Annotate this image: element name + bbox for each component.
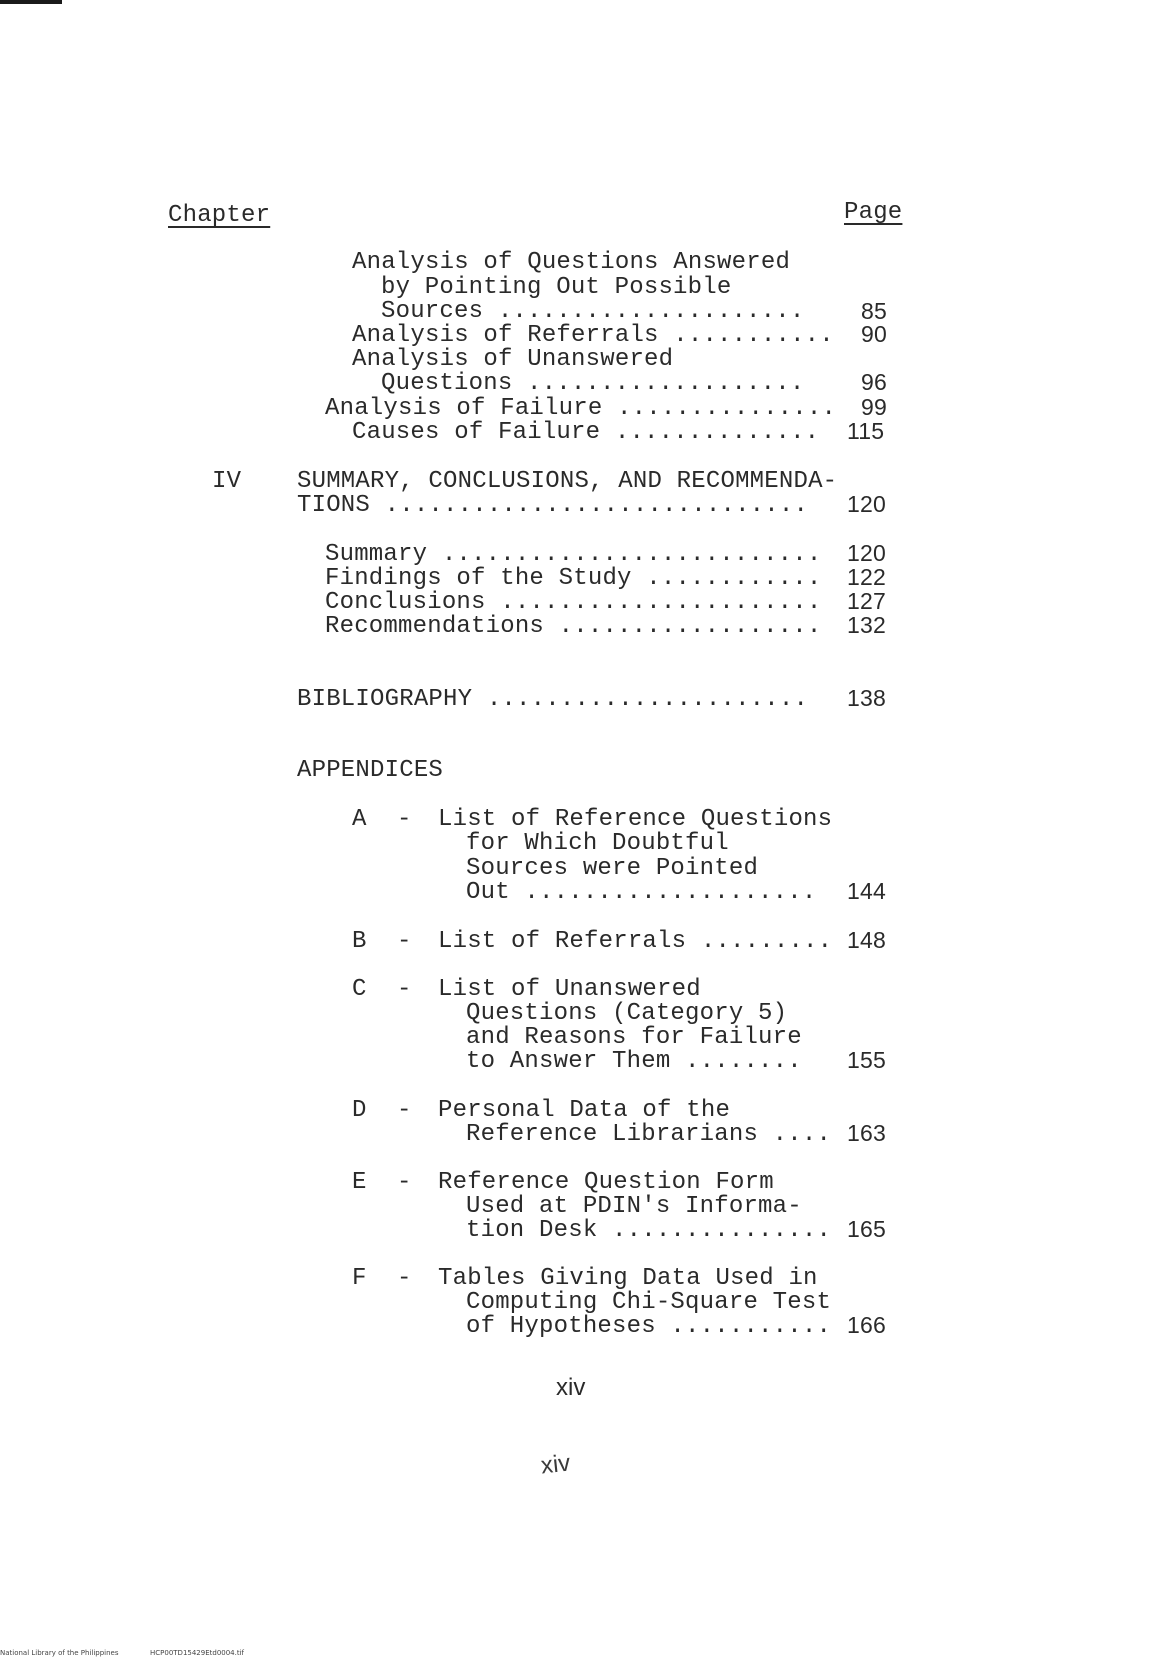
- appendix-dash: -: [397, 1097, 412, 1124]
- appendix-letter: E: [352, 1169, 367, 1196]
- toc-entry-text: List of Unanswered: [438, 976, 701, 1003]
- toc-page-number: 99: [861, 394, 887, 420]
- chapter-number: IV: [212, 468, 242, 495]
- appendix-letter: B: [352, 928, 367, 955]
- toc-page-number: 90: [861, 321, 887, 347]
- toc-entry-text: and Reasons for Failure: [466, 1024, 802, 1051]
- toc-entry-text: Tables Giving Data Used in: [438, 1265, 818, 1292]
- appendix-dash: -: [397, 1265, 412, 1292]
- toc-page-number: 120: [847, 491, 886, 517]
- appendix-dash: -: [397, 1169, 412, 1196]
- toc-page-number: 115: [847, 418, 885, 444]
- toc-page-number: 148: [847, 927, 886, 953]
- page-folio-handwritten: xiv: [539, 1449, 572, 1480]
- toc-entry-text: List of Referrals .........: [438, 928, 833, 955]
- toc-page-number: 165: [847, 1216, 886, 1242]
- toc-entry-text: Questions ...................: [381, 370, 805, 397]
- toc-entry-text: BIBLIOGRAPHY ......................: [297, 686, 809, 713]
- appendix-letter: D: [352, 1097, 367, 1124]
- chapter-column-header: Chapter: [168, 202, 271, 229]
- toc-page-number: 163: [847, 1120, 886, 1146]
- toc-entry-text: Reference Librarians ....: [466, 1121, 832, 1148]
- page-folio: xiv: [556, 1374, 586, 1401]
- page-column-header: Page: [844, 199, 903, 226]
- toc-entry-text: Reference Question Form: [438, 1169, 774, 1196]
- toc-page-number: 96: [861, 369, 887, 395]
- toc-entry-text: tion Desk ...............: [466, 1217, 832, 1244]
- toc-entry-text: Used at PDIN's Informa-: [466, 1193, 802, 1220]
- toc-entry-text: Analysis of Failure ...............: [325, 395, 837, 422]
- toc-page-number: 166: [847, 1312, 886, 1338]
- appendix-dash: -: [397, 928, 412, 955]
- appendix-letter: C: [352, 976, 367, 1003]
- toc-entry-text: SUMMARY, CONCLUSIONS, AND RECOMMENDA-: [297, 468, 838, 495]
- toc-entry-text: TIONS .............................: [297, 492, 809, 519]
- toc-entry-text: Analysis of Questions Answered: [352, 249, 791, 276]
- toc-entry-text: Summary ..........................: [325, 541, 822, 568]
- toc-entry-text: Findings of the Study ............: [325, 565, 822, 592]
- toc-page-number: 85: [861, 298, 887, 324]
- appendix-dash: -: [397, 976, 412, 1003]
- toc-entry-text: for Which Doubtful: [466, 830, 729, 857]
- appendices-heading: APPENDICES: [297, 757, 444, 784]
- toc-entry-text: Sources were Pointed: [466, 855, 759, 882]
- appendix-dash: -: [397, 806, 412, 833]
- toc-entry-text: Sources .....................: [381, 298, 805, 325]
- toc-page-number: 132: [847, 612, 886, 638]
- appendix-letter: A: [352, 806, 367, 833]
- scan-footer-library: National Library of the Philippines: [0, 1649, 119, 1657]
- toc-entry-text: Personal Data of the: [438, 1097, 731, 1124]
- toc-entry-text: to Answer Them ........: [466, 1048, 802, 1075]
- toc-entry-text: Analysis of Unanswered: [352, 346, 674, 373]
- toc-entry-text: Analysis of Referrals ...........: [352, 322, 834, 349]
- toc-entry-text: of Hypotheses ...........: [466, 1313, 832, 1340]
- toc-entry-text: Out ....................: [466, 879, 817, 906]
- toc-page-number: 122: [847, 564, 886, 590]
- toc-page-number: 120: [847, 540, 886, 566]
- toc-entry-text: Questions (Category 5): [466, 1000, 788, 1027]
- scan-footer-file-id: HCP00TD15429Etd0004.tif: [150, 1649, 245, 1657]
- scan-edge-mark: [0, 0, 62, 4]
- toc-page-number: 127: [847, 588, 886, 614]
- toc-page-number: 155: [847, 1047, 886, 1073]
- toc-entry-text: Conclusions ......................: [325, 589, 822, 616]
- toc-entry-text: List of Reference Questions: [438, 806, 833, 833]
- toc-page-number: 138: [847, 685, 886, 711]
- appendix-letter: F: [352, 1265, 367, 1292]
- toc-entry-text: by Pointing Out Possible: [381, 274, 732, 301]
- toc-entry-text: Causes of Failure ..............: [352, 419, 820, 446]
- toc-page-number: 144: [847, 878, 886, 904]
- toc-entry-text: Computing Chi-Square Test: [466, 1289, 832, 1316]
- toc-entry-text: Recommendations ..................: [325, 613, 822, 640]
